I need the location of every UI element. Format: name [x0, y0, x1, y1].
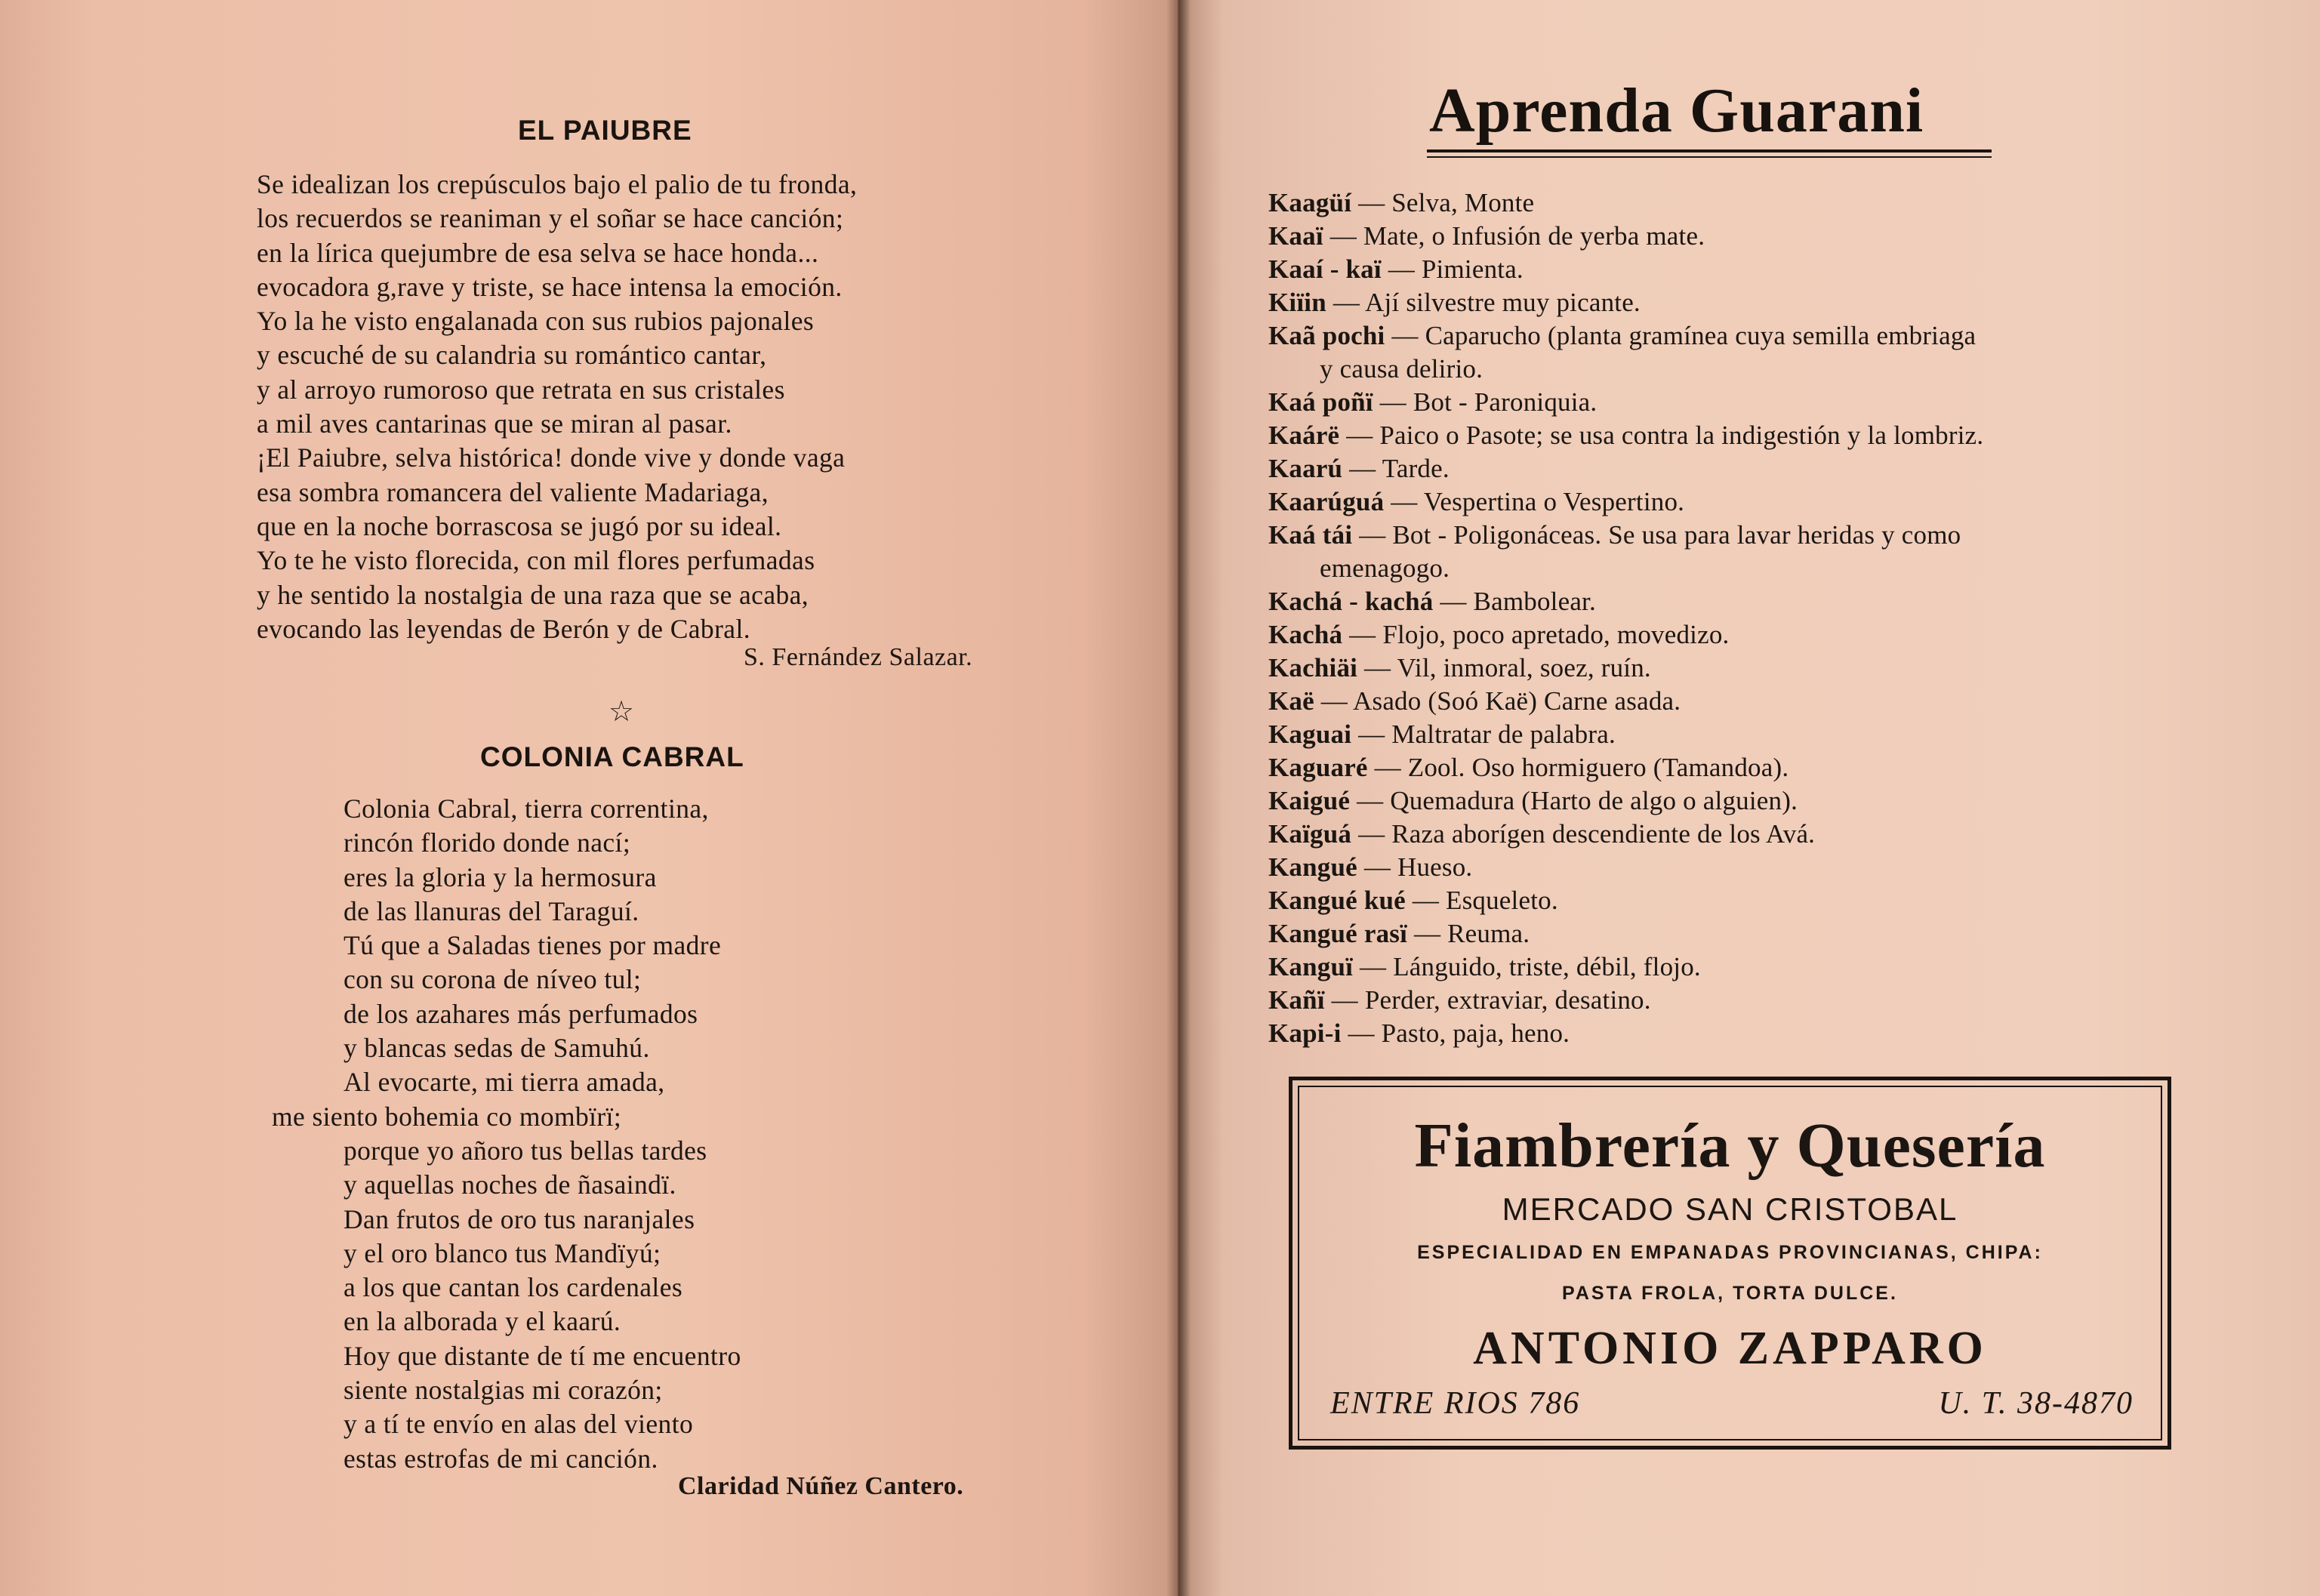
- glossary-definition: — Lánguido, triste, débil, flojo.: [1353, 952, 1701, 981]
- glossary-term: Kañï: [1268, 985, 1325, 1015]
- poem-line: que en la noche borrascosa se jugó por su ideal.: [257, 510, 782, 541]
- glossary-entry-continuation: [1268, 552, 2168, 585]
- poem-line: los recuerdos se reaniman y el soñar se hace canción;: [257, 203, 844, 234]
- glossary-term: Kapi-i: [1268, 1018, 1342, 1048]
- glossary-entry: [1268, 685, 2168, 718]
- glossary-entry: [1268, 186, 2168, 220]
- glossary-entry: [1268, 751, 2168, 784]
- poem-line: Tú que a Saladas tienes por madre: [344, 930, 722, 961]
- glossary-entry: [1268, 253, 2168, 286]
- glossary-definition: — Vil, inmoral, soez, ruín.: [1357, 653, 1651, 682]
- glossary-entry-continuation: [1268, 353, 2168, 386]
- glossary-definition: — Caparucho (planta gramínea cuya semilla embriaga: [1385, 321, 1976, 350]
- poem-line: evocando las leyendas de Berón y de Cabral.: [257, 613, 750, 644]
- glossary-term: Kachiäi: [1268, 653, 1358, 682]
- glossary-definition: — Reuma.: [1407, 919, 1530, 948]
- poem-line: Hoy que distante de tí me encuentro: [344, 1340, 741, 1371]
- glossary-term: Kaárë: [1268, 421, 1340, 450]
- poem-line: Al evocarte, mi tierra amada,: [344, 1067, 665, 1098]
- glossary-definition: — Perder, extraviar, desatino.: [1324, 985, 1651, 1015]
- title-underline: [1427, 149, 1992, 153]
- poem-line: ¡El Paiubre, selva histórica! donde vive y donde vaga: [257, 442, 846, 473]
- title-underline: [1427, 156, 1992, 158]
- glossary-definition: — Bambolear.: [1433, 587, 1596, 616]
- poem-line: evocadora g,rave y triste, se hace intensa la emoción.: [257, 271, 843, 302]
- glossary-definition: — Tarde.: [1342, 454, 1450, 483]
- glossary-term: Kaá tái: [1268, 520, 1353, 550]
- glossary-term: Kaarúguá: [1268, 487, 1385, 516]
- glossary-definition: — Paico o Pasote; se usa contra la indigestión y la lombriz.: [1339, 421, 1984, 450]
- glossary-definition: — Flojo, poco apretado, movedizo.: [1342, 620, 1730, 649]
- ad-title: Fiambrería y Quesería: [1414, 1111, 2046, 1181]
- glossary-entry: [1268, 1017, 2168, 1050]
- poem-line: Se idealizan los crepúsculos bajo el palio de tu fronda,: [257, 169, 858, 199]
- ad-specialty-line: ESPECIALIDAD EN EMPANADAS PROVINCIANAS, CHIPA:: [1417, 1242, 2043, 1263]
- glossary-term: Kaigué: [1268, 786, 1351, 815]
- glossary-definition: — Quemadura (Harto de algo o alguien).: [1350, 786, 1798, 815]
- glossary-definition: — Zool. Oso hormiguero (Tamandoa).: [1367, 753, 1789, 782]
- glossary-entry: [1268, 319, 2168, 353]
- glossary-definition: — Pimienta.: [1381, 254, 1524, 284]
- glossary-definition: — Vespertina o Vespertino.: [1384, 487, 1685, 516]
- advertisement-box: [1289, 1077, 2171, 1450]
- glossary-definition: — Pasto, paja, heno.: [1341, 1018, 1570, 1048]
- glossary-definition: — Ají silvestre muy picante.: [1326, 288, 1641, 317]
- glossary-entry: [1268, 485, 2168, 519]
- poem-line: esa sombra romancera del valiente Madariaga,: [257, 476, 769, 507]
- glossary-term: Kiïin: [1268, 288, 1326, 317]
- poem-line: en la lírica quejumbre de esa selva se hace honda...: [257, 237, 819, 268]
- poem-line: y blancas sedas de Samuhú.: [344, 1033, 650, 1064]
- glossary-entry: [1268, 718, 2168, 751]
- ad-specialty-line: PASTA FROLA, TORTA DULCE.: [1562, 1283, 1898, 1304]
- glossary-entry: [1268, 452, 2168, 485]
- poem-colonia-cabral-lines: [272, 792, 741, 1476]
- glossary-term: Kaá poñï: [1268, 387, 1373, 417]
- poem-line: Yo la he visto engalanada con sus rubios pajonales: [257, 306, 815, 337]
- glossary-entry: [1268, 851, 2168, 884]
- poem-line: Dan frutos de oro tus naranjales: [344, 1203, 695, 1234]
- poem-line: de las llanuras del Taraguí.: [344, 895, 639, 926]
- glossary-definition: — Bot - Poligonáceas. Se usa para lavar heridas y como: [1352, 520, 1961, 550]
- poem-paiubre-lines: [257, 168, 857, 646]
- glossary-term: Kaagüí: [1268, 188, 1352, 217]
- poem-line: y he sentido la nostalgia de una raza que se acaba,: [257, 579, 809, 610]
- poem-line: y escuché de su calandria su romántico cantar,: [257, 340, 767, 371]
- poem-line: Yo te he visto florecida, con mil flores perfumadas: [257, 545, 815, 576]
- poem-line: porque yo añoro tus bellas tardes: [344, 1135, 707, 1166]
- glossary-definition: — Selva, Monte: [1351, 188, 1535, 217]
- glossary-term: Kaguaré: [1268, 753, 1368, 782]
- glossary-entry: [1268, 984, 2168, 1017]
- glossary-entry: [1268, 519, 2168, 552]
- glossary-entry: [1268, 818, 2168, 851]
- glossary-term: Kaë: [1268, 686, 1314, 716]
- poem-line: eres la gloria y la hermosura: [344, 861, 657, 892]
- poem-line: y a tí te envío en alas del viento: [344, 1409, 694, 1440]
- glossary-entry: [1268, 784, 2168, 818]
- glossary-definition: — Maltratar de palabra.: [1351, 719, 1616, 749]
- glossary-term: Kangué: [1268, 852, 1357, 882]
- glossary-entry: [1268, 884, 2168, 917]
- poem-line: siente nostalgias mi corazón;: [344, 1375, 663, 1406]
- glossary-term: Kaguai: [1268, 719, 1352, 749]
- poem-line: de los azahares más perfumados: [344, 998, 698, 1029]
- glossary-definition: — Esqueleto.: [1405, 886, 1558, 915]
- page-title: Aprenda Guarani: [1429, 75, 1924, 146]
- glossary-term: Kangué kué: [1268, 886, 1406, 915]
- glossary-entry: [1268, 585, 2168, 618]
- glossary-definition: — Raza aborígen descendiente de los Avá.: [1351, 819, 1816, 849]
- glossary-entry: [1268, 618, 2168, 652]
- ad-owner: ANTONIO ZAPPARO: [1473, 1323, 1987, 1374]
- glossary-definition: y causa delirio.: [1320, 354, 1484, 384]
- poem-line: y al arroyo rumoroso que retrata en sus cristales: [257, 374, 785, 405]
- glossary-term: Kaaí - kaï: [1268, 254, 1382, 284]
- poem-line: a mil aves cantarinas que se miran al pasar.: [257, 408, 732, 439]
- poem-line: me siento bohemia co mombïrï;: [272, 1101, 622, 1132]
- glossary-entry: [1268, 220, 2168, 253]
- glossary-term: Kachá: [1268, 620, 1343, 649]
- glossary-term: Kaarú: [1268, 454, 1343, 483]
- glossary-entry: [1268, 951, 2168, 984]
- glossary-term: Kanguï: [1268, 952, 1354, 981]
- glossary-definition: — Asado (Soó Kaë) Carne asada.: [1314, 686, 1681, 716]
- poem-title-paiubre: EL PAIUBRE: [518, 115, 692, 146]
- glossary-definition: — Mate, o Infusión de yerba mate.: [1323, 221, 1705, 251]
- poem-line: a los que cantan los cardenales: [344, 1272, 683, 1303]
- glossary-term: Kachá - kachá: [1268, 587, 1434, 616]
- poem-line: y el oro blanco tus Mandïyú;: [344, 1237, 661, 1268]
- glossary-entry: [1268, 386, 2168, 419]
- poem-line: Colonia Cabral, tierra correntina,: [344, 793, 709, 824]
- ad-phone: U. T. 38-4870: [1938, 1386, 2134, 1421]
- poem-line: y aquellas noches de ñasaindï.: [344, 1169, 676, 1200]
- glossary-definition: emenagogo.: [1320, 553, 1450, 583]
- glossary-term: Kaaï: [1268, 221, 1323, 251]
- poem-line: estas estrofas de mi canción.: [344, 1443, 658, 1474]
- glossary-entry: [1268, 286, 2168, 319]
- poem-title-colonia-cabral: COLONIA CABRAL: [480, 741, 744, 772]
- glossary-entry: [1268, 419, 2168, 452]
- glossary-term: Kaã pochi: [1268, 321, 1385, 350]
- ad-market: MERCADO SAN CRISTOBAL: [1502, 1191, 1958, 1227]
- guarani-glossary: [1268, 186, 2168, 1050]
- glossary-definition: — Bot - Paroniquia.: [1373, 387, 1598, 417]
- poem-line: rincón florido donde nací;: [344, 827, 631, 858]
- poem-author-nunez: Claridad Núñez Cantero.: [678, 1472, 964, 1500]
- glossary-term: Kangué rasï: [1268, 919, 1408, 948]
- glossary-entry: [1268, 652, 2168, 685]
- star-separator-icon: ☆: [608, 696, 635, 728]
- glossary-definition: — Hueso.: [1357, 852, 1473, 882]
- poem-line: en la alborada y el kaarú.: [344, 1306, 621, 1337]
- glossary-term: Kaïguá: [1268, 819, 1352, 849]
- glossary-entry: [1268, 917, 2168, 951]
- ad-address: ENTRE RIOS 786: [1330, 1386, 1581, 1421]
- poem-author-salazar: S. Fernández Salazar.: [744, 643, 973, 671]
- poem-line: con su corona de níveo tul;: [344, 964, 642, 995]
- book-gutter: [1166, 0, 1191, 1596]
